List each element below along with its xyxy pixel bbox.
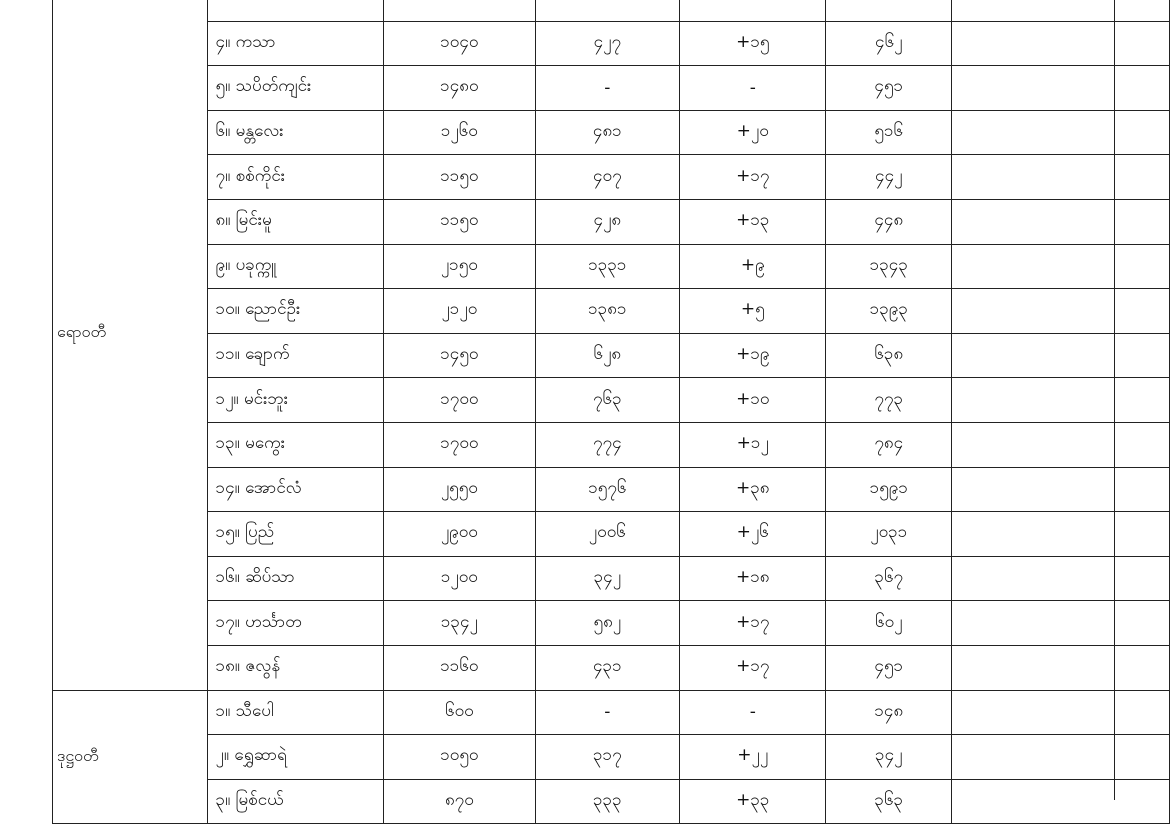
value-a-cell: ၁၁၆၀	[384, 645, 535, 690]
station-name-cell: ၁၂။ မင်းဘူး	[207, 378, 384, 423]
value-b-cell: ၁၅၇၆	[535, 467, 679, 512]
station-name-cell: ၁၆။ ဆိပ်သာ	[207, 556, 384, 601]
table-row	[53, 378, 1170, 423]
value-d-cell: ၃၆၃	[826, 779, 952, 824]
change-cell: +၂၂	[680, 735, 826, 780]
table-row	[53, 645, 1170, 690]
table-row	[53, 110, 1170, 155]
value-d-cell: ၁၄၈	[826, 690, 952, 735]
value-d-cell: ၃၆၇	[826, 556, 952, 601]
value-a-cell: ၂၉၀၀	[384, 512, 535, 557]
value-a-cell: ၁၀၄၀	[384, 21, 535, 66]
remarks-cell	[952, 0, 1170, 21]
value-d-cell: ၄၆၂	[826, 21, 952, 66]
station-name-cell: ၈။ မြင်းမူ	[207, 199, 384, 244]
table-row	[53, 690, 1170, 735]
change-cell: -	[680, 690, 826, 735]
value-d-cell: ၁၃၄၃	[826, 244, 952, 289]
value-b-cell: ၆၂၈	[535, 333, 679, 378]
value-b-cell: ၁၃၃၁	[535, 244, 679, 289]
value-d-cell: ၂၀၃၁	[826, 512, 952, 557]
value-a-cell: ၁၀၅၀	[384, 735, 535, 780]
river-level-table	[52, 0, 1170, 824]
change-cell: +၁၀	[680, 378, 826, 423]
value-a-cell: ၂၅၅၀	[384, 467, 535, 512]
value-d-cell: ၆၀၂	[826, 601, 952, 646]
table-row	[53, 333, 1170, 378]
table-row	[53, 199, 1170, 244]
value-d-cell: ၇၈၄	[826, 422, 952, 467]
value-b-cell: ၃၁၇	[535, 735, 679, 780]
station-name-cell: ၇။ စစ်ကိုင်း	[207, 155, 384, 200]
station-name-cell: ၅။ သပိတ်ကျင်း	[207, 66, 384, 111]
value-a-cell: ၂၁၅၀	[384, 244, 535, 289]
table-row	[53, 512, 1170, 557]
table-row	[53, 0, 1170, 21]
value-b-cell: ၇၇၄	[535, 422, 679, 467]
value-a-cell: ၁၃၄၂	[384, 601, 535, 646]
value-d-cell: ၄၄၈	[826, 199, 952, 244]
value-b-cell: ၁၃၈၁	[535, 289, 679, 334]
table-row	[53, 779, 1170, 824]
change-cell: +၁၂	[680, 422, 826, 467]
value-d-cell	[826, 0, 952, 21]
table-row	[53, 467, 1170, 512]
station-name-cell	[207, 0, 384, 21]
remarks-cell	[952, 378, 1170, 423]
change-cell: +၁၅	[680, 21, 826, 66]
remarks-cell	[952, 422, 1170, 467]
change-cell: +၁၇	[680, 645, 826, 690]
remarks-cell	[952, 512, 1170, 557]
remarks-cell	[952, 289, 1170, 334]
change-cell	[680, 0, 826, 21]
change-cell: +၅	[680, 289, 826, 334]
value-a-cell: ၆၀၀	[384, 690, 535, 735]
station-name-cell: ၆။ မန္တလေး	[207, 110, 384, 155]
value-d-cell: ၄၅၁	[826, 66, 952, 111]
change-cell: +၁၃	[680, 199, 826, 244]
station-name-cell: ၁၄။ အောင်လံ	[207, 467, 384, 512]
station-name-cell: ၁၁။ ချောက်	[207, 333, 384, 378]
table-row	[53, 601, 1170, 646]
remarks-cell	[952, 735, 1170, 780]
remarks-cell	[952, 645, 1170, 690]
remarks-cell	[952, 199, 1170, 244]
value-a-cell: ၁၇၀၀	[384, 378, 535, 423]
change-cell: +၁၉	[680, 333, 826, 378]
remarks-cell	[952, 155, 1170, 200]
value-a-cell: ၁၇၀၀	[384, 422, 535, 467]
station-name-cell: ၄။ ကသာ	[207, 21, 384, 66]
table-row	[53, 556, 1170, 601]
remarks-cell	[952, 66, 1170, 111]
change-cell: +၂၀	[680, 110, 826, 155]
value-d-cell: ၅၁၆	[826, 110, 952, 155]
region-name-cell: ရောဝတီ	[53, 0, 208, 690]
station-name-cell: ၁၈။ ဇလွန်	[207, 645, 384, 690]
station-name-cell: ၁၃။ မကွေး	[207, 422, 384, 467]
remarks-cell	[952, 779, 1170, 824]
change-cell: -	[680, 66, 826, 111]
table-row	[53, 289, 1170, 334]
station-name-cell: ၉။ ပခုက္ကူ	[207, 244, 384, 289]
value-a-cell: ၁၄၈၀	[384, 66, 535, 111]
table-row	[53, 735, 1170, 780]
change-cell: +၁၇	[680, 155, 826, 200]
remarks-cell	[952, 21, 1170, 66]
value-a-cell: ၁၄၅၀	[384, 333, 535, 378]
table-row	[53, 244, 1170, 289]
remarks-cell	[952, 110, 1170, 155]
table-row	[53, 21, 1170, 66]
station-name-cell: ၂။ ရွှေဆာရဲ	[207, 735, 384, 780]
value-b-cell: ၇၆၃	[535, 378, 679, 423]
value-a-cell	[384, 0, 535, 21]
table-row	[53, 155, 1170, 200]
remarks-cell	[952, 467, 1170, 512]
change-cell: +၃၃	[680, 779, 826, 824]
remarks-cell	[952, 690, 1170, 735]
value-b-cell: ၄၈၁	[535, 110, 679, 155]
value-b-cell: -	[535, 66, 679, 111]
table-row	[53, 66, 1170, 111]
remarks-cell	[952, 244, 1170, 289]
change-cell: +၁၈	[680, 556, 826, 601]
change-cell: +၃၈	[680, 467, 826, 512]
value-d-cell: ၁၅၉၁	[826, 467, 952, 512]
change-cell: +၁၇	[680, 601, 826, 646]
table-right-border	[1114, 0, 1115, 800]
remarks-cell	[952, 556, 1170, 601]
station-name-cell: ၁။ သီပေါ	[207, 690, 384, 735]
value-a-cell: ၁၂၀၀	[384, 556, 535, 601]
value-b-cell: ၅၈၂	[535, 601, 679, 646]
value-a-cell: ၁၁၅၀	[384, 155, 535, 200]
station-name-cell: ၁၅။ ပြည်	[207, 512, 384, 557]
station-name-cell: ၁၇။ ဟင်္သာတ	[207, 601, 384, 646]
station-name-cell: ၃။ မြစ်ငယ်	[207, 779, 384, 824]
remarks-cell	[952, 333, 1170, 378]
value-d-cell: ၇၇၃	[826, 378, 952, 423]
value-b-cell: ၂၀၀၆	[535, 512, 679, 557]
value-b-cell: ၃၃၃	[535, 779, 679, 824]
table-row	[53, 422, 1170, 467]
value-a-cell: ၈၇၀	[384, 779, 535, 824]
value-b-cell: ၄၀၇	[535, 155, 679, 200]
station-name-cell: ၁၀။ ညောင်ဦး	[207, 289, 384, 334]
value-a-cell: ၂၁၂၀	[384, 289, 535, 334]
value-b-cell: ၄၂၇	[535, 21, 679, 66]
value-b-cell: ၄၃၁	[535, 645, 679, 690]
change-cell: +၂၆	[680, 512, 826, 557]
region-name-cell: ဒုဋ္ဌဝတီ	[53, 690, 208, 824]
value-d-cell: ၃၄၂	[826, 735, 952, 780]
change-cell: +၉	[680, 244, 826, 289]
value-d-cell: ၄၅၁	[826, 645, 952, 690]
value-b-cell: -	[535, 690, 679, 735]
value-d-cell: ၆၃၈	[826, 333, 952, 378]
value-a-cell: ၁၂၆၀	[384, 110, 535, 155]
value-b-cell: ၃၄၂	[535, 556, 679, 601]
value-a-cell: ၁၁၅၀	[384, 199, 535, 244]
value-d-cell: ၁၃၉၃	[826, 289, 952, 334]
value-d-cell: ၄၄၂	[826, 155, 952, 200]
remarks-cell	[952, 601, 1170, 646]
value-b-cell	[535, 0, 679, 21]
value-b-cell: ၄၂၈	[535, 199, 679, 244]
